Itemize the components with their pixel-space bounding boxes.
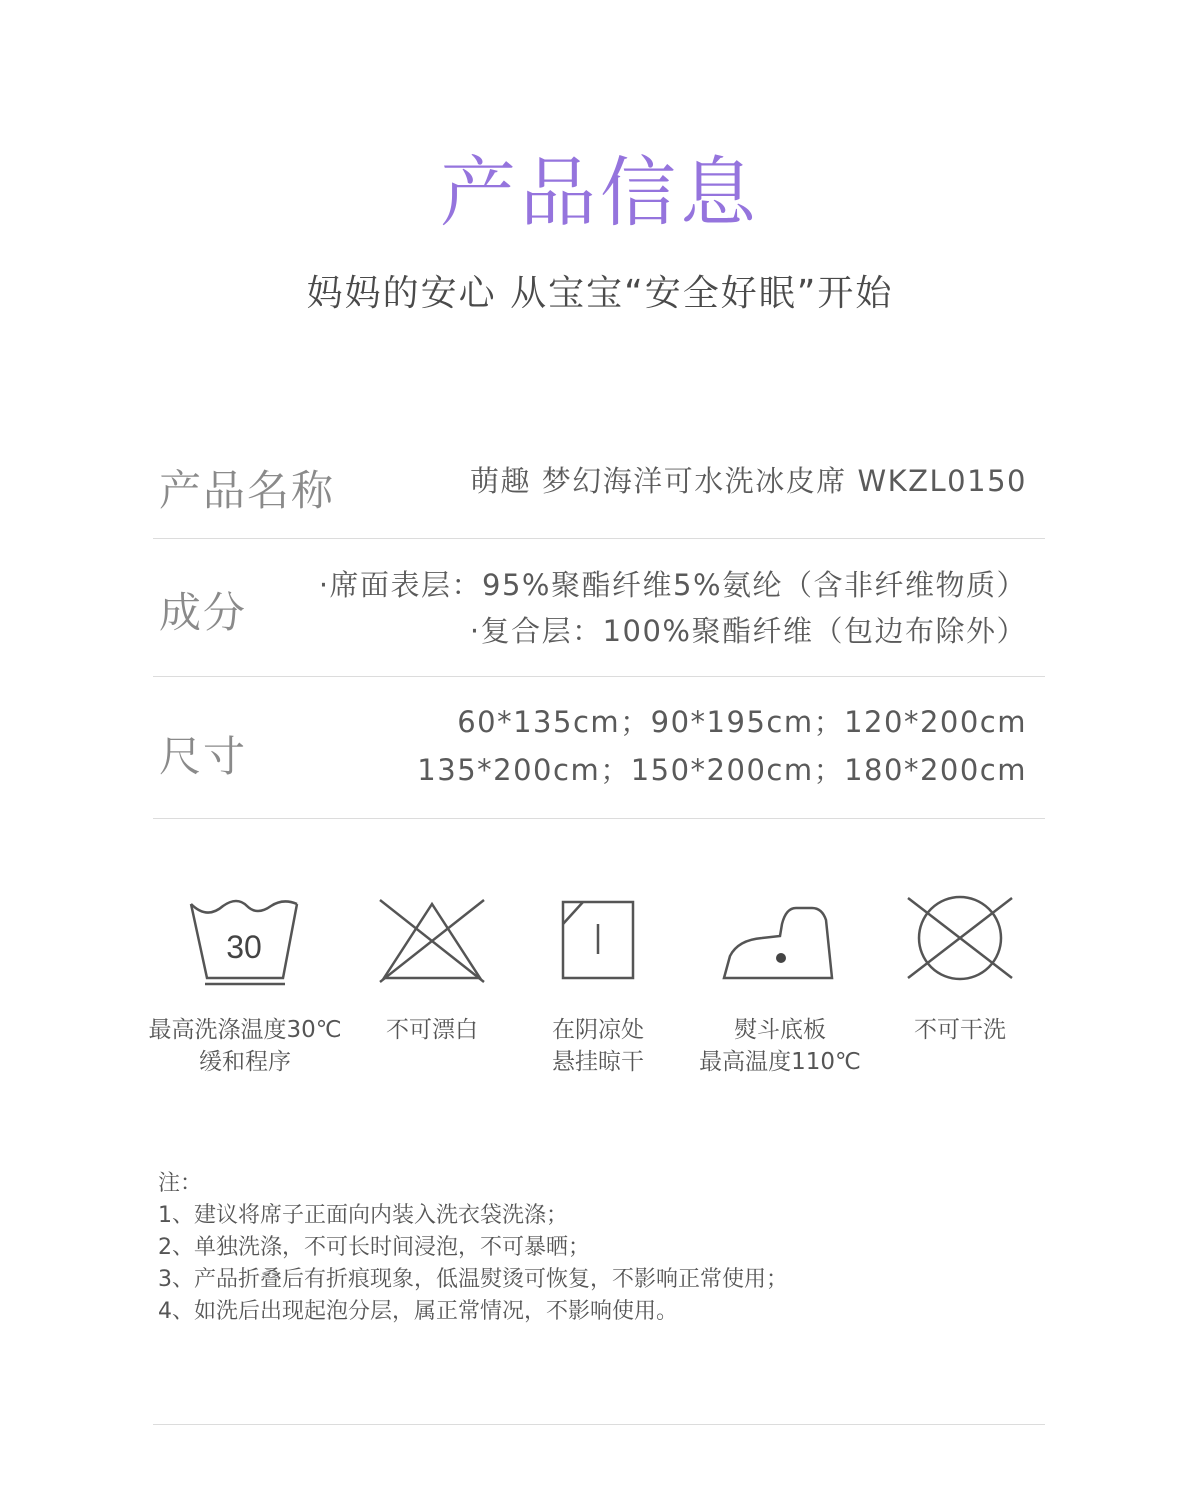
care-label bbox=[850, 1014, 1070, 1046]
page-subtitle: 妈妈的安心 从宝宝“安全好眠”开始 bbox=[306, 273, 894, 314]
spec-label: 尺寸 bbox=[159, 732, 248, 781]
notes-section bbox=[158, 1168, 788, 1328]
care-label-line: 最高洗涤温度30℃ bbox=[148, 1017, 342, 1043]
notes-heading: 注： bbox=[158, 1171, 203, 1196]
spec-label: 产品名称 bbox=[159, 466, 336, 515]
care-item-dryclean bbox=[850, 890, 1070, 1046]
note-item: 4、如洗后出现起泡分层，属正常情况，不影响使用。 bbox=[158, 1299, 678, 1324]
care-label-line: 不可漂白 bbox=[386, 1017, 478, 1043]
material-line: ·席面表层：95%聚酯纤维5%氨纶（含非纤维物质） bbox=[318, 568, 1027, 602]
shade-dry-icon bbox=[538, 890, 658, 990]
spec-value: 萌趣 梦幻海洋可水洗冰皮席 WKZL0150 bbox=[470, 464, 1027, 498]
care-label-line: 不可干洗 bbox=[914, 1017, 1006, 1043]
care-label-line: 悬挂晾干 bbox=[552, 1049, 644, 1075]
spec-row-material bbox=[153, 538, 1045, 677]
care-label-line: 在阴凉处 bbox=[552, 1017, 644, 1043]
size-line: 60*135cm；90*195cm；120*200cm bbox=[457, 705, 1027, 739]
spec-row-name bbox=[153, 440, 1045, 539]
note-item: 3、产品折叠后有折痕现象，低温熨烫可恢复，不影响正常使用； bbox=[158, 1267, 788, 1292]
size-line: 135*200cm；150*200cm；180*200cm bbox=[417, 753, 1027, 787]
care-label-line: 缓和程序 bbox=[199, 1049, 291, 1075]
spec-value bbox=[319, 562, 1027, 654]
note-item: 2、单独洗涤，不可长时间浸泡，不可暴晒； bbox=[158, 1235, 590, 1260]
no-bleach-icon bbox=[372, 890, 492, 990]
page-title: 产品信息 bbox=[440, 148, 760, 237]
wash-temp-number: 30 bbox=[226, 929, 262, 965]
wash-30-icon bbox=[185, 890, 305, 990]
iron-low-icon bbox=[720, 890, 840, 990]
bottom-divider bbox=[153, 1424, 1045, 1425]
spec-row-size bbox=[153, 676, 1045, 819]
no-dry-clean-icon bbox=[900, 890, 1020, 990]
spec-value bbox=[417, 698, 1027, 794]
care-label-line: 最高温度110℃ bbox=[699, 1049, 861, 1075]
material-line: ·复合层：100%聚酯纤维（包边布除外） bbox=[469, 614, 1027, 648]
care-label-line: 熨斗底板 bbox=[734, 1017, 826, 1043]
note-item: 1、建议将席子正面向内装入洗衣袋洗涤； bbox=[158, 1203, 568, 1228]
spec-label: 成分 bbox=[159, 588, 248, 637]
